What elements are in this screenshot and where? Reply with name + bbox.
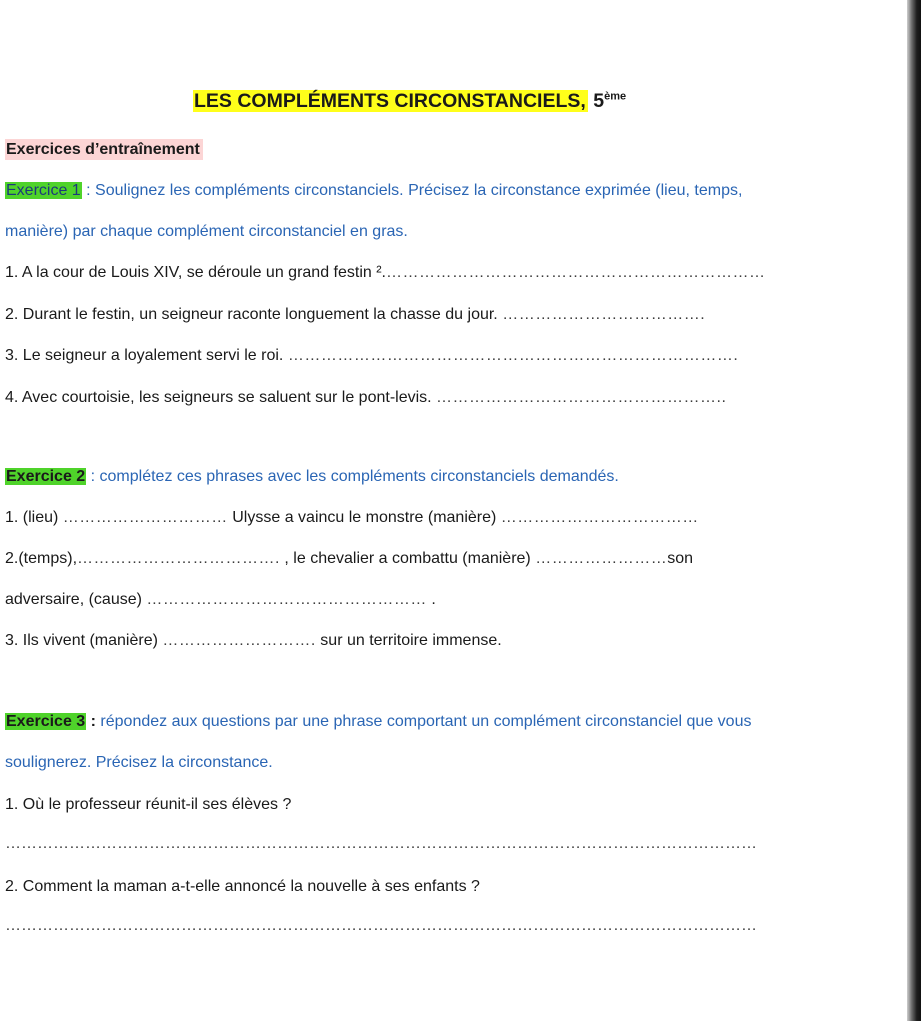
page-edge-shadow [907, 0, 921, 1021]
ex3-question-1: 1. Où le professeur réunit-il ses élèves ? [5, 796, 292, 813]
ex3-question-2: 2. Comment la maman a-t-elle annoncé la nouvelle à ses enfants ? [5, 878, 480, 895]
ex2-label: Exercice 2 [6, 468, 86, 485]
ex2-line-4: 3. Ils vivent (manière) ………………………. sur un territoire immense. [5, 632, 502, 649]
ex1-item-3: 3. Le seigneur a loyalement servi le roi. ………………………………………………………………………. [5, 347, 739, 364]
title-level: 5ème [593, 90, 627, 112]
ex3-instruction-line-1: Exercice 3 : répondez aux questions par une phrase comportant un complément circonstanciel que vous [6, 713, 752, 730]
ex3-answer-line-1: …………………………………………………………………………………………………………………………… [5, 835, 757, 852]
ex1-item-2: 2. Durant le festin, un seigneur raconte longuement la chasse du jour. ………………………………. [5, 306, 706, 323]
page-title [193, 89, 626, 113]
title-main: LES COMPLÉMENTS CIRCONSTANCIELS, [194, 90, 586, 112]
ex1-item-1: 1. A la cour de Louis XIV, se déroule un grand festin ².…………………………………………………………… [5, 264, 766, 281]
section-heading: Exercices d’entraînement [5, 140, 203, 160]
ex1-instruction-line-2: manière) par chaque complément circonstanciel en gras. [5, 223, 408, 240]
ex1-item-4: 4. Avec courtoisie, les seigneurs se saluent sur le pont-levis. …………………………………………….. [5, 389, 727, 406]
ex2-instruction: Exercice 2 : complétez ces phrases avec les compléments circonstanciels demandés. [6, 468, 619, 485]
ex1-label: Exercice 1 [6, 182, 81, 199]
ex3-instruction-line-2: soulignerez. Précisez la circonstance. [5, 754, 273, 771]
ex2-line-1: 1. (lieu) ………………………… Ulysse a vaincu le monstre (manière) ……………………………… [5, 509, 699, 526]
ex2-line-3: adversaire, (cause) …………………………………………… . [5, 591, 436, 608]
ex2-line-2: 2.(temps),………………………………. , le chevalier a combattu (manière) ……………………son [5, 550, 693, 567]
ex1-instruction-line-1: Exercice 1 : Soulignez les compléments circonstanciels. Précisez la circonstance exprimée (lieu, temps, [6, 182, 743, 199]
ex3-answer-line-2: …………………………………………………………………………………………………………………………… [5, 917, 757, 934]
ex3-label: Exercice 3 [6, 713, 86, 730]
